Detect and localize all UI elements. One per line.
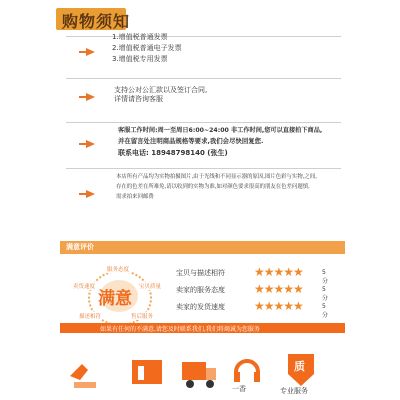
invoice-list — [112, 33, 182, 64]
satisfaction-title: 满意评价 — [66, 243, 94, 251]
satisfaction-header — [60, 241, 345, 254]
icon-label: 专业服务 — [280, 387, 308, 395]
tag-shipping-speed: 卖货速度 — [73, 284, 96, 290]
service-line: 客服工作时间:周一至周日6:00~24:00 非工作时间,您可以直接拍下商品, — [118, 127, 323, 134]
rating-row — [176, 265, 329, 285]
arrow-icon — [86, 190, 95, 198]
rating-label: 卖家的服务态度 — [176, 286, 225, 294]
headset-icon — [226, 346, 268, 394]
page-title-bar — [56, 8, 176, 30]
service-line: 并在留言处注明商品规格等要求,我们会尽快回复您. — [118, 137, 264, 145]
rating-row — [176, 282, 329, 302]
rating-score: 5分 — [322, 269, 329, 285]
tag-product-quality: 宝贝质量 — [139, 284, 162, 290]
satisfied-label: 满意 — [98, 289, 132, 309]
rating-score: 5分 — [322, 303, 329, 319]
rating-score: 5分 — [322, 286, 329, 302]
disclaimer-line: 本店所有产品均为实物拍摄图片,由于光线和不同显示器的原因,图片色彩与实物,之间, — [116, 174, 317, 180]
quality-char: 质 — [294, 360, 305, 373]
divider — [66, 36, 341, 37]
page-title: 购物须知 — [62, 12, 131, 31]
satisfaction-ring — [72, 262, 166, 330]
arrow-icon — [86, 140, 95, 148]
tag-after-sales: 售后服务 — [131, 314, 154, 320]
invoice-item: 2.增值税普通电子发票 — [112, 44, 182, 52]
rating-row — [176, 299, 329, 319]
tag-service-attitude: 服务态度 — [107, 267, 130, 273]
disclaimer — [116, 172, 356, 202]
rating-label: 宝贝与描述相符 — [176, 269, 225, 277]
truck-icon — [178, 346, 220, 394]
star-rating-icon: ★★★★★ — [254, 282, 303, 296]
star-rating-icon: ★★★★★ — [254, 265, 303, 279]
divider — [66, 78, 341, 79]
rating-label: 卖家的发货速度 — [176, 303, 225, 311]
invoice-item: 1.增值税普通发票 — [112, 33, 168, 41]
shield-icon — [280, 346, 322, 394]
disclaimer-line: 需求拍来回邮费 — [116, 194, 154, 200]
tag-description-match: 描述相符 — [79, 314, 102, 320]
disclaimer-line: 存在的色差在所难免,请以收到的实物为准,如对颜色要求很高的朋友在色差问题慎, — [116, 184, 310, 190]
hand-icon — [66, 346, 108, 394]
divider — [66, 168, 341, 169]
arrow-icon — [86, 93, 95, 101]
service-notice-bar — [60, 323, 345, 333]
contact-label: 联系电话: — [118, 149, 149, 157]
payment-line: 详情请咨询客服 — [114, 95, 163, 103]
contact-phone: 18948798140 (张生) — [151, 149, 228, 157]
divider — [66, 122, 341, 123]
service-notice: 如果有任何的不满意,请您及时联系我们,我们将竭诚为您服务 — [100, 326, 260, 333]
service-info — [118, 126, 358, 158]
payment-info — [114, 86, 207, 104]
invoice-item: 3.增值税专用发票 — [112, 55, 168, 63]
icon-label: 一香 — [232, 385, 246, 393]
star-rating-icon: ★★★★★ — [254, 299, 303, 313]
arrow-icon — [86, 48, 95, 56]
payment-line: 支持公对公汇款以及签订合同, — [114, 86, 208, 94]
box-icon — [126, 346, 168, 394]
